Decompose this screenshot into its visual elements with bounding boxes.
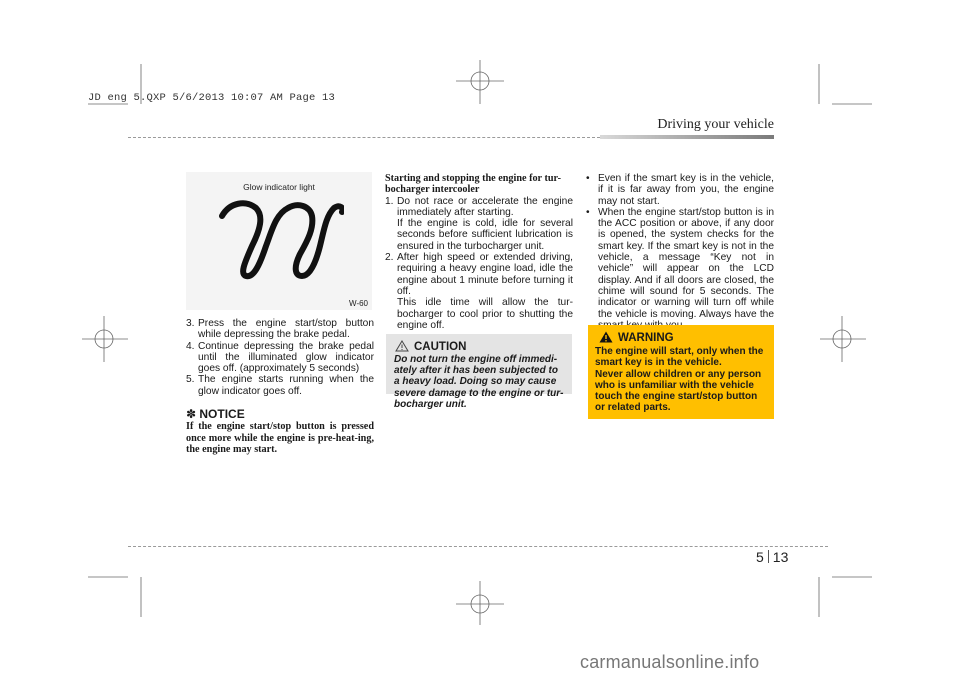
column-right bbox=[586, 173, 774, 331]
footer-dashed-rule bbox=[128, 546, 828, 547]
print-slug: JD eng 5.QXP 5/6/2013 10:07 AM Page 13 bbox=[88, 92, 336, 104]
glow-indicator-figure bbox=[186, 172, 372, 310]
list-item: • When the engine start/stop button is in the ACC position or above, if any door is opened, the system checks for the smart key. If the smart key is not in the vehicle, a message “Key not in vehicle” will appear on the LCD display. And if all doors are closed, the chime will sound for 5 seconds. The indicator or warning will turn off while the vehicle is moving. Always have the bbox=[586, 206, 774, 320]
list-item: 5. The engine starts running when the glow indicator goes off. bbox=[186, 374, 374, 397]
engine-start-steps bbox=[186, 318, 374, 397]
warning-box bbox=[588, 325, 774, 419]
turbo-steps bbox=[385, 196, 573, 219]
header-dashed-rule bbox=[128, 137, 600, 138]
list-item: 2. After high speed or extended driving, requiring a heavy engine load, idle the engine about 1 minute before turning it off. bbox=[385, 252, 573, 297]
warning-text bbox=[595, 346, 769, 414]
notice-text: If the engine start/stop button is pressed once more while the engine is pre-heat-ing, the engine may start. bbox=[186, 421, 374, 455]
caution-text: Do not turn the engine off immedi-ately after it has been subjected to a heavy load. Doing so may cause severe damage to the engine or tur-bocharger unit. bbox=[394, 354, 564, 410]
caution-box bbox=[386, 334, 572, 410]
caution-triangle-icon bbox=[395, 340, 409, 352]
glow-coil-icon bbox=[216, 194, 344, 284]
caution-title: CAUTION bbox=[414, 341, 467, 353]
warning-line: Never allow children or any person who is unfamiliar with the vehicle touch the engine start/stop button or related parts. bbox=[595, 368, 762, 414]
list-item: 1. Do not race or accelerate the engine immediately after starting. bbox=[385, 195, 573, 218]
running-head: Driving your vehicle bbox=[657, 117, 774, 132]
smart-key-notes bbox=[586, 173, 774, 331]
warning-triangle-icon bbox=[599, 331, 613, 343]
notice-title: ✽ NOTICE bbox=[186, 407, 245, 422]
list-item: 3. Press the engine start/stop button while depressing the brake pedal. bbox=[186, 318, 374, 341]
warning-title: WARNING bbox=[618, 332, 674, 344]
section-heading: Starting and stopping the engine for tur-bocharger intercooler bbox=[385, 173, 562, 196]
column-left bbox=[186, 318, 374, 455]
figure-caption: Glow indicator light bbox=[243, 182, 315, 192]
list-subtext: If the engine is cold, idle for several seconds before sufficient lubrication is ensured in the turbocharger unit. bbox=[397, 218, 573, 252]
list-item: • Even if the smart key is in the vehicle, if it is far away from you, the engine may not start. bbox=[586, 173, 774, 207]
warning-line: The engine will start, only when the smart key is in the vehicle. bbox=[595, 346, 764, 369]
list-subtext: This idle time will allow the tur-bocharger to cool prior to shutting the engine off. bbox=[397, 297, 573, 331]
column-middle bbox=[385, 173, 573, 331]
site-watermark: carmanualsonline.info bbox=[580, 652, 760, 672]
page-number-value: 13 bbox=[772, 549, 789, 565]
turbo-steps-cont bbox=[385, 252, 573, 297]
page-number bbox=[756, 549, 788, 565]
figure-code: W-60 bbox=[349, 299, 368, 308]
chapter-number: 5 bbox=[756, 549, 764, 565]
list-item: 4. Continue depressing the brake pedal until the illuminated glow indicator goes off. (approximately 5 seconds) bbox=[186, 340, 374, 375]
header-bar bbox=[600, 135, 774, 139]
